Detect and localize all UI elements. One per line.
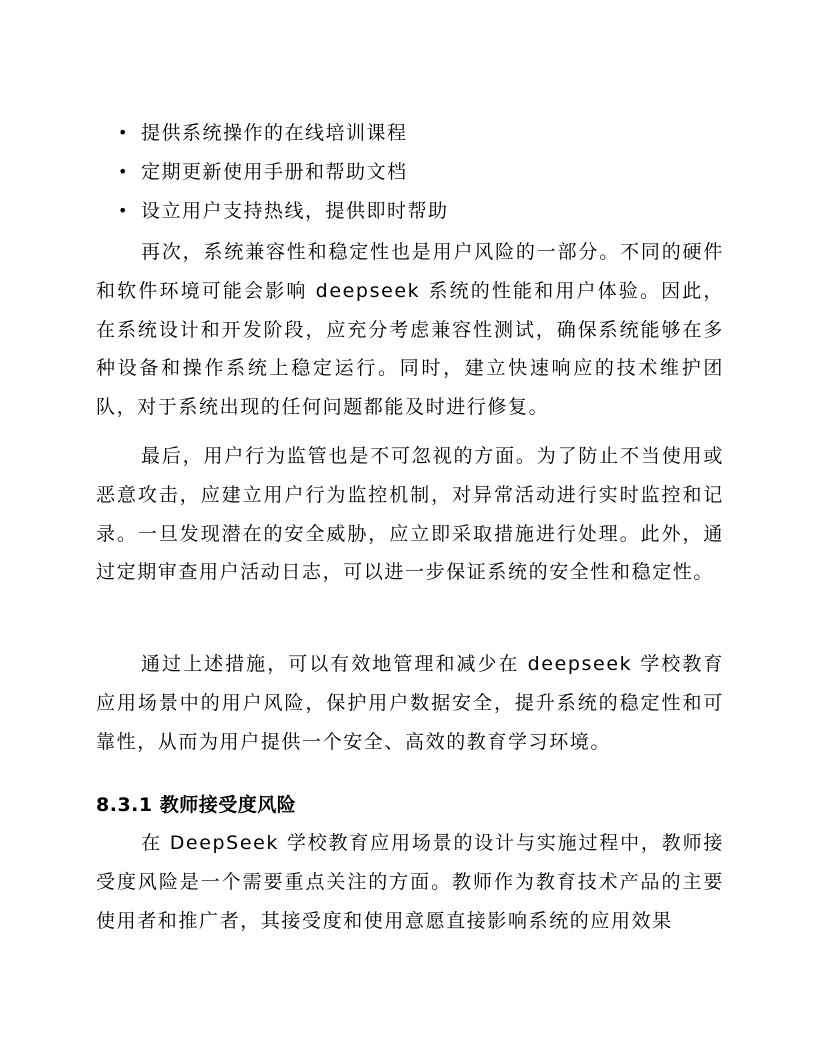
list-item — [96, 118, 449, 157]
list-item — [96, 157, 449, 196]
bullet-icon: • — [118, 123, 129, 142]
list-item-text: 设立用户支持热线，提供即时帮助 — [141, 200, 449, 222]
paragraph-summary: 通过上述措施，可以有效地管理和减少在 deepseek 学校教育应用场景中的用户风险，保护用户数据安全，提升系统的稳定性和可靠性，从而为用户提供一个安全、高效的教育学习环境。 — [96, 653, 724, 753]
paragraph-monitoring: 最后，用户行为监管也是不可忽视的方面。为了防止不当使用或恶意攻击，应建立用户行为监控机制，对异常活动进行实时监控和记录。一旦发现潜在的安全威胁，应立即采取措施进行处理。此外，通过定期审查用户活动日志，可以进一步保证系统的安全性和稳定性。 — [96, 445, 724, 584]
support-measures-list — [96, 118, 449, 235]
list-item-text: 提供系统操作的在线培训课程 — [141, 122, 408, 144]
paragraph-teacher-acceptance: 在 DeepSeek 学校教育应用场景的设计与实施过程中，教师接受度风险是一个需要重点关注的方面。教师作为教育技术产品的主要使用者和推广者，其接受度和使用意愿直接影响系统的应用效果 — [96, 832, 724, 932]
paragraph-compatibility: 再次，系统兼容性和稳定性也是用户风险的一部分。不同的硬件和软件环境可能会影响 deepseek 系统的性能和用户体验。因此，在系统设计和开发阶段，应充分考虑兼容性测试，确保系统能够在多种设备和操作系统上稳定运行。同时，建立快速响应的技术维护团队，对于系统出现的任何问题都能及时进行修复。 — [96, 241, 724, 419]
bullet-icon: • — [118, 162, 129, 181]
bullet-icon: • — [118, 201, 129, 220]
list-item — [96, 196, 449, 235]
section-heading: 8.3.1 教师接受度风险 — [96, 794, 297, 816]
list-item-text: 定期更新使用手册和帮助文档 — [141, 161, 408, 183]
